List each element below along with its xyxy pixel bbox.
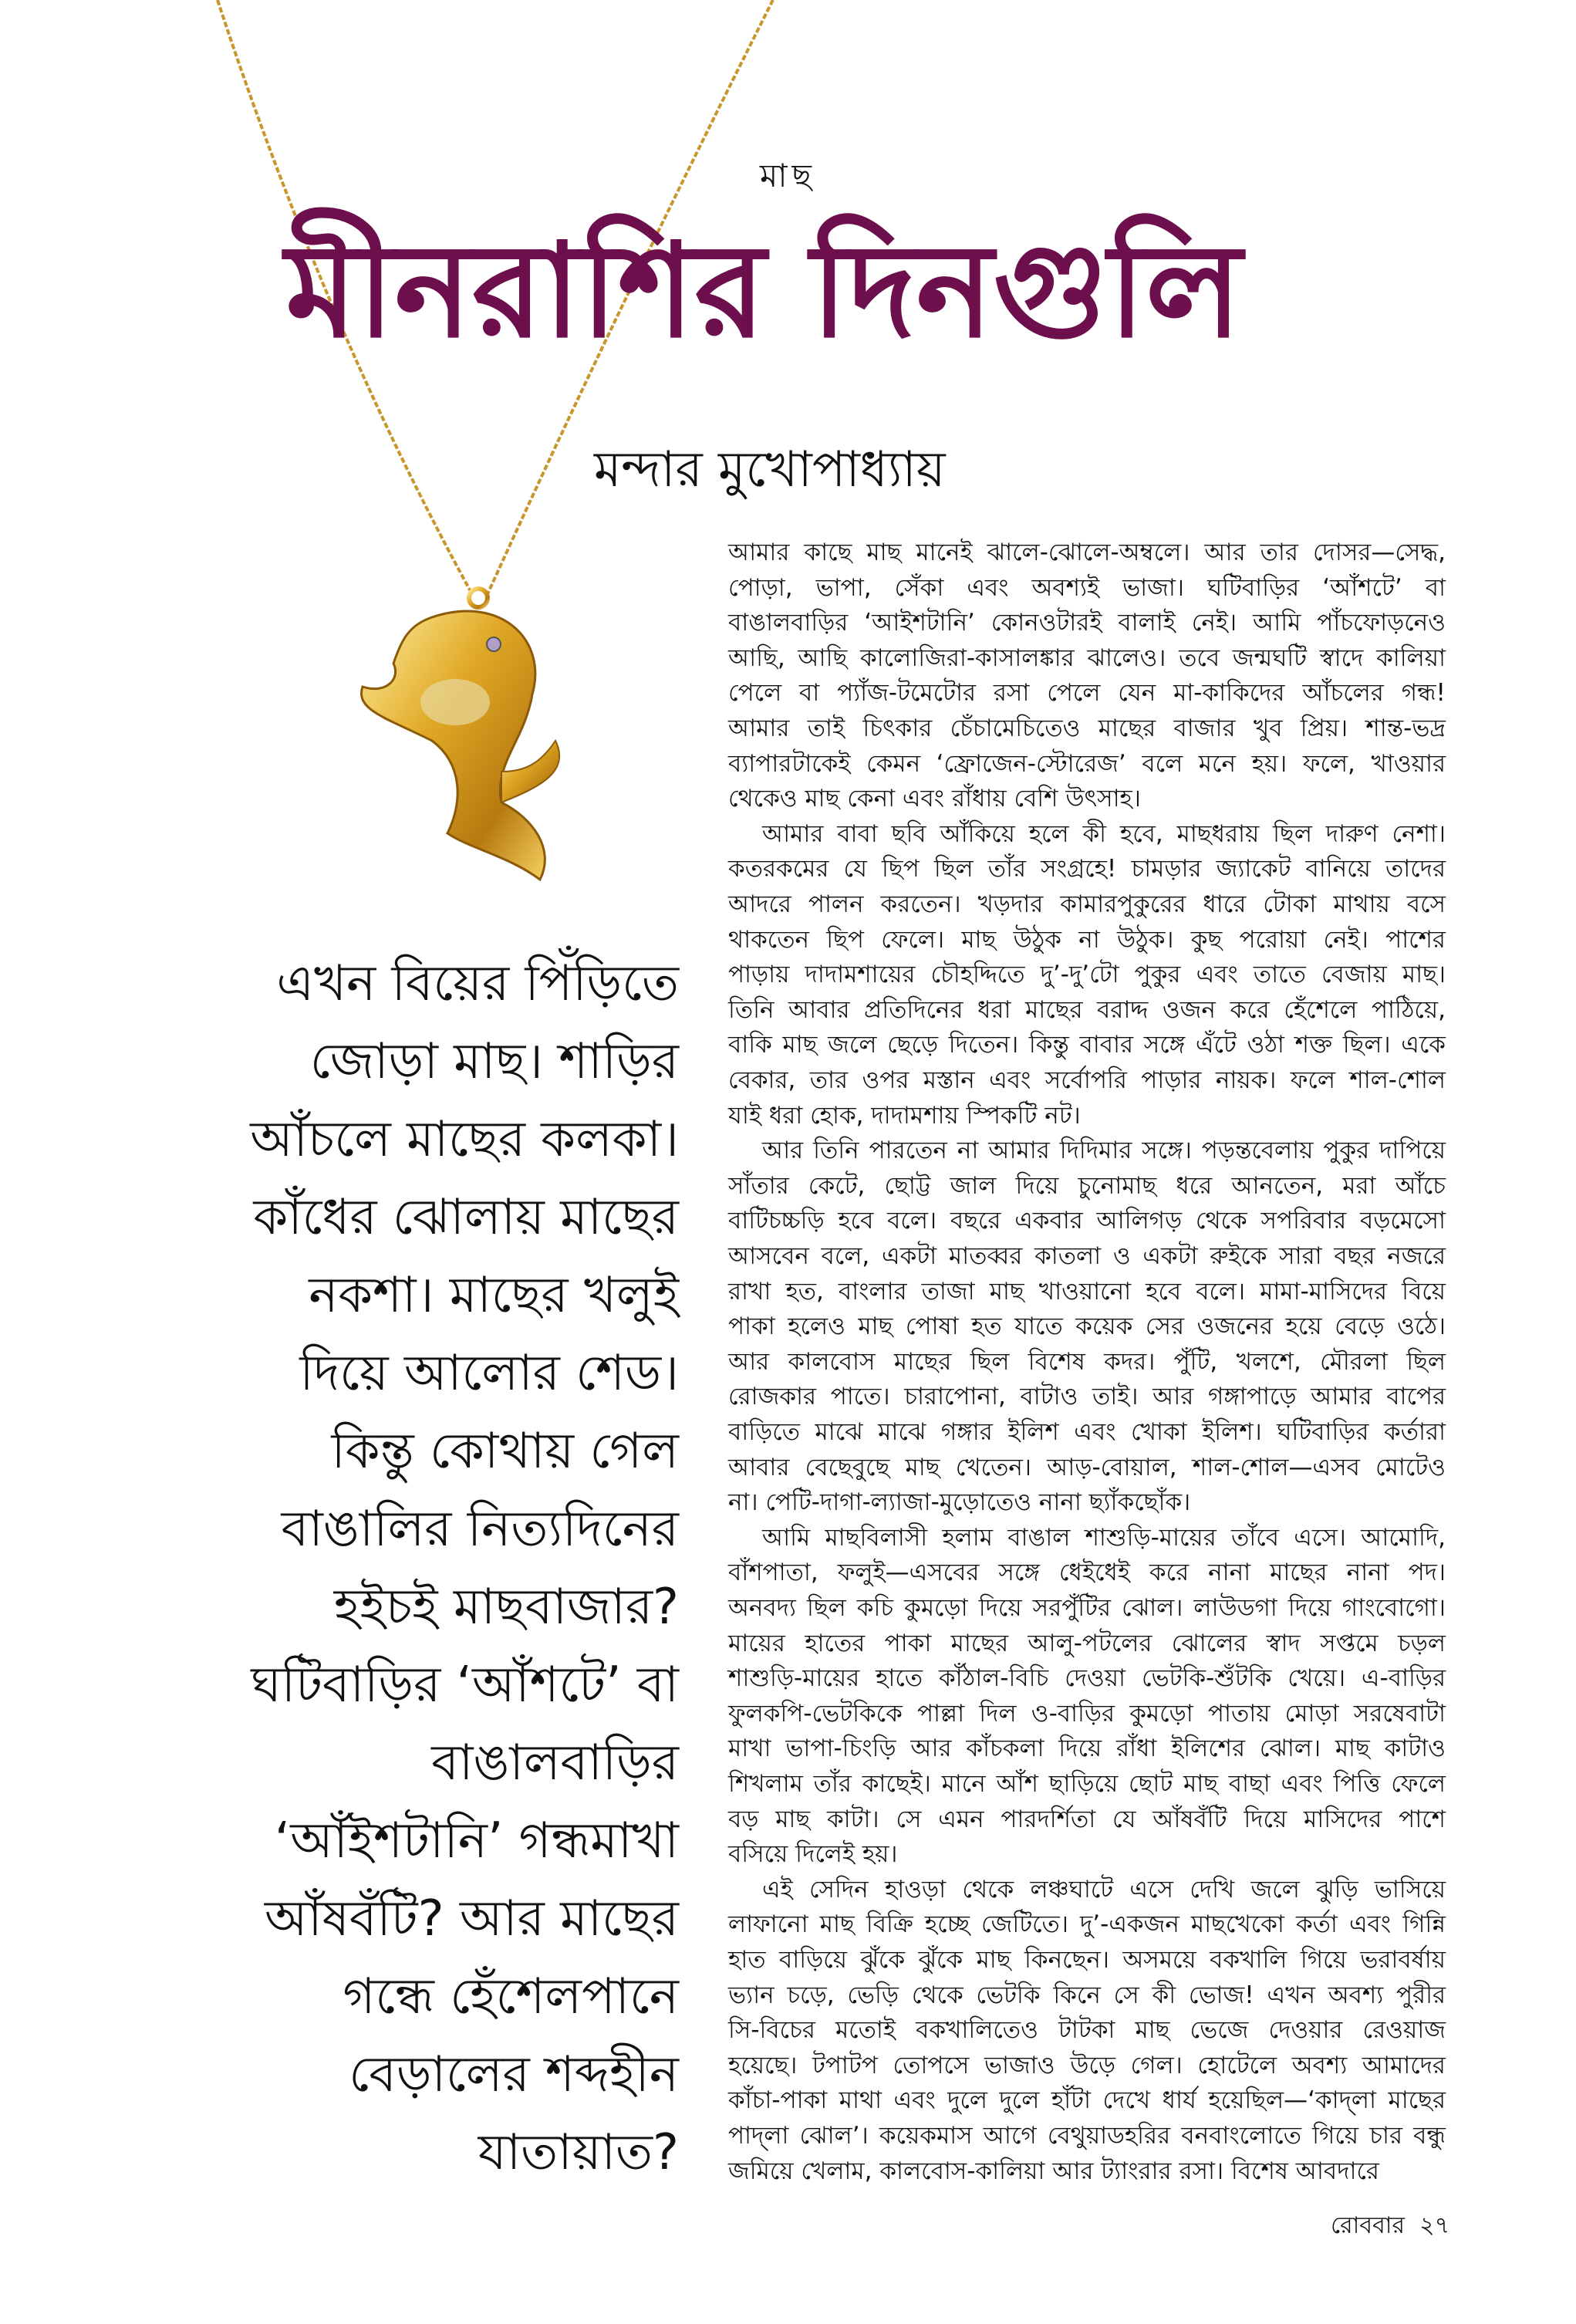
section-kicker: মাছ <box>760 157 816 194</box>
article-title: মীনরাশির দিনগুলি <box>285 215 1242 367</box>
body-line: যাই ধরা হোক, দাদামশায় স্পিকটি নট। <box>728 1101 1081 1130</box>
body-line: আমার কাছে মাছ মানেই ঝালে-ঝোলে-অম্বলে। আর তার দোসর—সেদ্ধ, <box>728 539 1446 566</box>
body-line: বাঙালবাড়ির ‘আইশটানি’ কোনওটারই বালাই নেই। আমি পাঁচফোড়নেও <box>728 609 1446 637</box>
body-line: আদরে পালন করতেন। খড়দার কামারপুকুরের ধারে টোকা মাথায় বসে <box>728 890 1446 918</box>
pull-quote-line: এখন বিয়ের পিঁড়িতে <box>276 955 679 1012</box>
body-line: সাঁতার কেটে, ছোট্ট জাল দিয়ে চুনোমাছ ধরে আনতেন, মরা আঁচে <box>728 1171 1446 1200</box>
body-line: না। পেটি-দাগা-ল্যাজা-মুড়োতেও নানা ছ্যাঁকছোঁক। <box>728 1488 1191 1517</box>
body-line: ভ্যান চড়ে, ভেড়ি থেকে ভেটকি কিনে সে কী ভোজ! এখন অবশ্য পুরীর <box>728 1981 1446 2009</box>
body-line: কতরকমের যে ছিপ ছিল তাঁর সংগ্রহে! চামড়ার জ্যাকেট বানিয়ে তাদের <box>728 855 1446 883</box>
body-line: বাড়িতে মাঝে মাঝে গঙ্গার ইলিশ এবং খোকা ইলিশ। ঘটিবাড়ির কর্তারা <box>728 1418 1446 1446</box>
pull-quote-line: ঘটিবাড়ির ‘আঁশটে’ বা <box>251 1657 679 1714</box>
body-line: আমার বাবা ছবি আঁকিয়ে হলে কী হবে, মাছধরায় ছিল দারুণ নেশা। <box>762 819 1446 848</box>
body-line: আমি মাছবিলাসী হলাম বাঙাল শাশুড়ি-মায়ের তাঁবে এসে। আমোদি, <box>762 1523 1446 1552</box>
pull-quote-line: বেড়ালের শব্দহীন <box>349 2046 679 2103</box>
page-number: ২৭ <box>1419 2212 1450 2239</box>
pull-quote-line: ‘আঁইশটানি’ গন্ধমাখা <box>274 1812 679 1870</box>
body-line: থেকেও মাছ কেনা এবং রাঁধায় বেশি উৎসাহ। <box>728 785 1141 813</box>
pull-quote-line: আঁষবঁটি? আর মাছের <box>264 1890 679 1947</box>
pull-quote-line: কাঁধের ঝোলায় মাছের <box>253 1189 679 1246</box>
pull-quote-line: বাঙালবাড়ির <box>431 1735 679 1792</box>
gold-fish-pendant-icon <box>361 589 559 880</box>
magazine-name: রোববার <box>1331 2212 1405 2239</box>
body-line: পেলে বা প্যাঁজ-টমেটোর রসা পেলে যেন মা-কাকিদের আঁচলের গন্ধ! <box>728 679 1446 708</box>
body-line: পাড়ায় দাদামশায়ের চৌহদ্দিতে দু’-দু’টো পুকুর এবং তাতে বেজায় মাছ। <box>728 961 1446 989</box>
body-line: বসিয়ে দিলেই হয়। <box>728 1840 898 1869</box>
body-line: পাকা হলেও মাছ পোষা হত যাতে কয়েক সের ওজনের হয়ে বেড়ে ওঠে। <box>728 1312 1446 1341</box>
body-line: রাখা হত, বাংলার তাজা মাছ খাওয়ানো হবে বলে। মামা-মাসিদের বিয়ে <box>728 1277 1446 1306</box>
body-line: কাঁচা-পাকা মাথা এবং দুলে দুলে হাঁটা দেখে ধার্য হয়েছিল—‘কাদ্‌লা মাছের <box>728 2086 1446 2115</box>
body-line: মায়ের হাতের পাকা মাছের আলু-পটলের ঝোলের স্বাদ সপ্তমে চড়ল <box>728 1629 1446 1657</box>
pull-quote-line: দিয়ে আলোর শেড। <box>299 1345 679 1402</box>
body-line: বাঁশপাতা, ফলুই—এসবের সঙ্গে ধেইধেই করে নানা মাছের নানা পদ। <box>728 1559 1446 1587</box>
body-line: লাফানো মাছ বিক্রি হচ্ছে জেটিতে। দু’-একজন মাছখেকো কর্তা এবং গিন্নি <box>728 1910 1446 1939</box>
body-line: আসবেন বলে, একটা মাতব্বর কাতলা ও একটা রুইকে সারা বছর নজরে <box>728 1242 1446 1270</box>
body-line: বাটিচচ্চড়ি হবে বলে। বছরে একবার আলিগড় থেকে সপরিবার বড়মেসো <box>728 1207 1446 1235</box>
body-line: ফুলকপি-ভেটকিকে পাল্লা দিল ও-বাড়ির কুমড়ো পাতায় মোড়া সরষেবাটা <box>728 1699 1446 1728</box>
body-line: হাত বাড়িয়ে ঝুঁকে ঝুঁকে মাছ কিনছেন। অসময়ে বকখালি গিয়ে ভরাবর্ষায় <box>728 1946 1446 1974</box>
body-line: সি-বিচের মতোই বকখালিতেও টাটকা মাছ ভেজে দেওয়ার রেওয়াজ <box>728 2016 1446 2045</box>
pull-quote-line: হইচই মাছবাজার? <box>333 1579 679 1636</box>
body-line: আর কালবোস মাছের ছিল বিশেষ কদর। পুঁটি, খলশে, মৌরলা ছিল <box>728 1347 1446 1376</box>
body-line: এই সেদিন হাওড়া থেকে লঞ্চঘাটে এসে দেখি জলে ঝুড়ি ভাসিয়ে <box>762 1875 1446 1903</box>
body-line: শিখলাম তাঁর কাছেই। মানে আঁশ ছাড়িয়ে ছোট মাছ বাছা এবং পিত্তি ফেলে <box>728 1770 1446 1798</box>
body-line: তিনি আবার প্রতিদিনের ধরা মাছের বরাদ্দ ওজন করে হেঁশেলে পাঠিয়ে, <box>728 995 1446 1024</box>
pull-quote-line: কিন্তু কোথায় গেল <box>331 1423 679 1480</box>
body-line: থাকতেন ছিপ ফেলে। মাছ উঠুক না উঠুক। কুছ পরোয়া নেই। পাশের <box>728 925 1446 954</box>
body-line: আমার তাই চিৎকার চেঁচামেচিতেও মাছের বাজার খুব প্রিয়। শান্ত-ভদ্র <box>728 714 1446 742</box>
pull-quote-line: বাঙালির নিত্যদিনের <box>281 1501 679 1558</box>
body-line: জমিয়ে খেলাম, কালবোস-কালিয়া আর ট্যাংরার রসা। বিশেষ আবদারে <box>728 2157 1379 2185</box>
body-line: বড় মাছ কাটা। সে এমন পারদর্শিতা যে আঁষবঁটি দিয়ে মাসিদের পাশে <box>728 1805 1446 1833</box>
body-line: আছি, আছি কালোজিরা-কাসালঙ্কার ঝালেও। তবে জন্মঘটি স্বাদে কালিয়া <box>728 643 1446 672</box>
pull-quote-line: নকশা। মাছের খলুই <box>309 1267 679 1324</box>
body-line: পোড়া, ভাপা, সেঁকা এবং অবশ্যই ভাজা। ঘটিবাড়ির ‘আঁশটে’ বা <box>728 573 1446 602</box>
body-line: শাশুড়ি-মায়ের হাতে কাঁঠাল-বিচি দেওয়া ভেটকি-শুঁটকি খেয়ে। এ-বাড়ির <box>728 1664 1446 1693</box>
body-line: মাখা ভাপা-চিংড়ি আর কাঁচকলা দিয়ে রাঁধা ইলিশের ঝোল। মাছ কাটাও <box>728 1735 1446 1763</box>
author-byline: মন্দার মুখোপাধ্যায় <box>594 441 946 498</box>
body-line: হয়েছে। টপাটপ তোপসে ভাজাও উড়ে গেল। হোটেলে অবশ্য আমাদের <box>728 2051 1446 2079</box>
pull-quote-line: জোড়া মাছ। শাড়ির <box>309 1033 679 1090</box>
page-footer <box>1331 2207 1449 2246</box>
body-line: আবার বেছেবুছে মাছ খেতেন। আড়-বোয়াল, শাল-শোল—এসব মোটেও <box>728 1453 1446 1481</box>
body-line: বাকি মাছ জলে ছেড়ে দিতেন। কিন্তু বাবার সঙ্গে এঁটে ওঠা শক্ত ছিল। একে <box>728 1031 1446 1059</box>
body-line: অনবদ্য ছিল কচি কুমড়ো দিয়ে সরপুঁটির ঝোল। লাউডগা দিয়ে গাংবোগো। <box>728 1594 1446 1622</box>
body-line: বেকার, তার ওপর মস্তান এবং সর্বোপরি পাড়ার নায়ক। ফলে শাল-শোল <box>728 1066 1446 1094</box>
pull-quote-line: গন্ধে হেঁশেলপানে <box>343 1968 679 2025</box>
body-line: পাদ্‌লা ঝোল’। কয়েকমাস আগে বেথুয়াডহরির বনবাংলোতে গিয়ে চার বন্ধু <box>728 2122 1446 2150</box>
body-line: আর তিনি পারতেন না আমার দিদিমার সঙ্গে। পড়ন্তবেলায় পুকুর দাপিয়ে <box>762 1137 1446 1165</box>
body-line: রোজকার পাতে। চারাপোনা, বাটাও তাই। আর গঙ্গাপাড়ে আমার বাপের <box>728 1383 1446 1411</box>
pull-quote-line: যাতায়াত? <box>478 2124 679 2181</box>
pull-quote-line: আঁচলে মাছের কলকা। <box>250 1111 679 1168</box>
body-line: ব্যাপারটাকেই কেমন ‘ফ্রোজেন-স্টোরেজ’ বলে মনে হয়। ফলে, খাওয়ার <box>728 749 1446 778</box>
